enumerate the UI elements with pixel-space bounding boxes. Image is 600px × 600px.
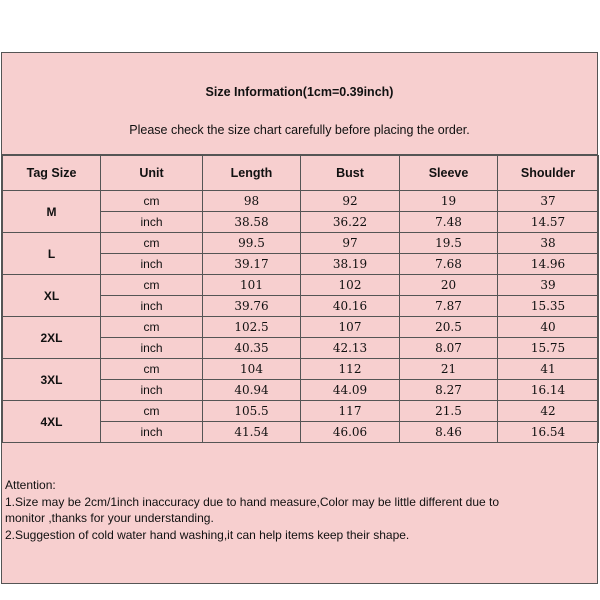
length-cell: 101	[203, 275, 301, 296]
length-cell: 41.54	[203, 422, 301, 443]
bust-cell: 38.19	[301, 254, 400, 275]
unit-cell: inch	[101, 254, 203, 275]
attention-line-1: 1.Size may be 2cm/1inch inaccuracy due to hand measure,Color may be little different due to	[5, 494, 500, 509]
shoulder-cell: 41	[498, 359, 599, 380]
unit-cell: cm	[101, 359, 203, 380]
bust-cell: 42.13	[301, 338, 400, 359]
sleeve-cell: 8.46	[400, 422, 498, 443]
unit-cell: cm	[101, 233, 203, 254]
header-shoulder: Shoulder	[498, 156, 599, 191]
table-row	[3, 275, 599, 296]
table-row	[3, 233, 599, 254]
table-row	[3, 359, 599, 380]
size-chart-sheet	[1, 52, 598, 584]
sleeve-cell: 7.68	[400, 254, 498, 275]
unit-cell: cm	[101, 191, 203, 212]
sleeve-cell: 20	[400, 275, 498, 296]
bust-cell: 92	[301, 191, 400, 212]
sleeve-cell: 7.48	[400, 212, 498, 233]
length-cell: 98	[203, 191, 301, 212]
tag-size-cell: L	[3, 233, 101, 275]
unit-cell: inch	[101, 422, 203, 443]
header-bust: Bust	[301, 156, 400, 191]
table-row	[3, 317, 599, 338]
length-cell: 39.76	[203, 296, 301, 317]
shoulder-cell: 14.96	[498, 254, 599, 275]
size-info-subtitle: Please check the size chart carefully before placing the order.	[129, 123, 470, 137]
shoulder-cell: 16.54	[498, 422, 599, 443]
unit-cell: inch	[101, 380, 203, 401]
length-cell: 38.58	[203, 212, 301, 233]
bust-cell: 44.09	[301, 380, 400, 401]
tag-size-cell: 2XL	[3, 317, 101, 359]
sleeve-cell: 21.5	[400, 401, 498, 422]
sleeve-cell: 19	[400, 191, 498, 212]
shoulder-cell: 42	[498, 401, 599, 422]
bust-cell: 36.22	[301, 212, 400, 233]
bust-cell: 102	[301, 275, 400, 296]
sleeve-cell: 7.87	[400, 296, 498, 317]
bust-cell: 117	[301, 401, 400, 422]
tag-size-cell: 4XL	[3, 401, 101, 443]
table-header-row	[3, 156, 599, 191]
length-cell: 104	[203, 359, 301, 380]
length-cell: 99.5	[203, 233, 301, 254]
table-body	[3, 191, 599, 443]
shoulder-cell: 37	[498, 191, 599, 212]
size-table	[2, 155, 599, 443]
header-sleeve: Sleeve	[400, 156, 498, 191]
table-row	[3, 191, 599, 212]
attention-heading: Attention:	[5, 478, 56, 492]
shoulder-cell: 38	[498, 233, 599, 254]
size-info-title: Size Information(1cm=0.39inch)	[205, 85, 394, 99]
sleeve-cell: 21	[400, 359, 498, 380]
length-cell: 39.17	[203, 254, 301, 275]
bust-cell: 46.06	[301, 422, 400, 443]
bust-cell: 107	[301, 317, 400, 338]
header-length: Length	[203, 156, 301, 191]
shoulder-cell: 16.14	[498, 380, 599, 401]
table-row	[3, 401, 599, 422]
unit-cell: cm	[101, 275, 203, 296]
sleeve-cell: 19.5	[400, 233, 498, 254]
unit-cell: inch	[101, 296, 203, 317]
tag-size-cell: 3XL	[3, 359, 101, 401]
unit-cell: cm	[101, 401, 203, 422]
shoulder-cell: 15.75	[498, 338, 599, 359]
title-section	[2, 53, 597, 155]
header-tag-size: Tag Size	[3, 156, 101, 191]
attention-line-3: 2.Suggestion of cold water hand washing,it can help items keep their shape.	[5, 527, 410, 542]
tag-size-cell: M	[3, 191, 101, 233]
attention-line-2: monitor ,thanks for your understanding.	[5, 511, 214, 525]
sleeve-cell: 8.07	[400, 338, 498, 359]
shoulder-cell: 39	[498, 275, 599, 296]
tag-size-cell: XL	[3, 275, 101, 317]
unit-cell: inch	[101, 212, 203, 233]
header-unit: Unit	[101, 156, 203, 191]
length-cell: 102.5	[203, 317, 301, 338]
shoulder-cell: 15.35	[498, 296, 599, 317]
sleeve-cell: 20.5	[400, 317, 498, 338]
bust-cell: 97	[301, 233, 400, 254]
length-cell: 105.5	[203, 401, 301, 422]
attention-notes	[5, 477, 595, 543]
bust-cell: 112	[301, 359, 400, 380]
bust-cell: 40.16	[301, 296, 400, 317]
shoulder-cell: 14.57	[498, 212, 599, 233]
unit-cell: inch	[101, 338, 203, 359]
sleeve-cell: 8.27	[400, 380, 498, 401]
length-cell: 40.35	[203, 338, 301, 359]
length-cell: 40.94	[203, 380, 301, 401]
shoulder-cell: 40	[498, 317, 599, 338]
unit-cell: cm	[101, 317, 203, 338]
